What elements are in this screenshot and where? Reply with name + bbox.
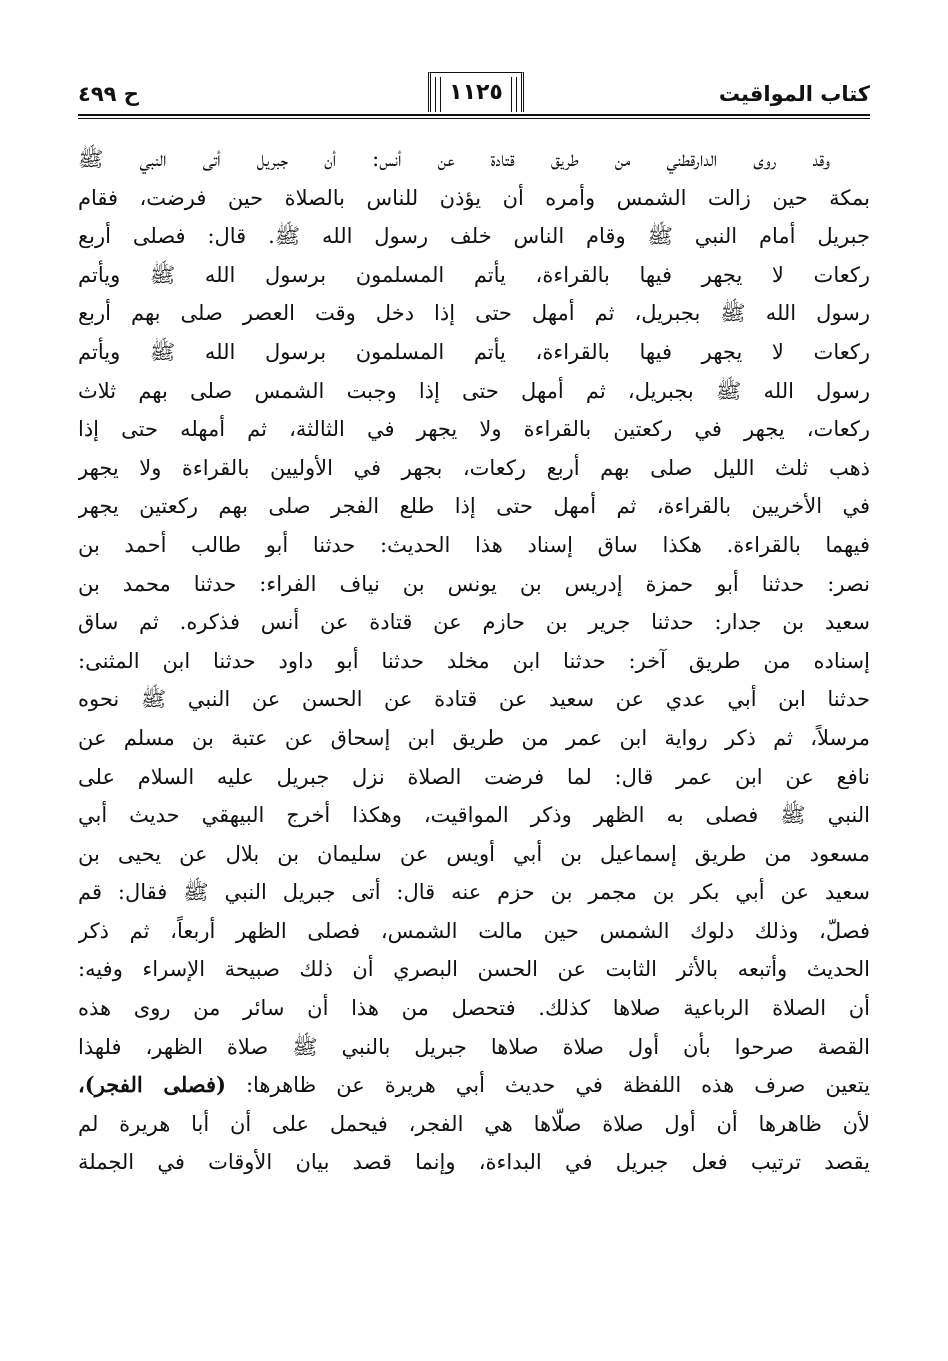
text-line: ركعات لا يجهر فيها بالقراءة، يأتم المسلمون برسول الله ﷺ ويأتم [78,262,870,287]
text-line: فصلّ، وذلك دلوك الشمس حين مالت الشمس، فصلى الظهر أربعاً، ثم ذكر [78,918,870,943]
text-line: نافع عن ابن عمر قال: لما فرضت الصلاة نزل جبريل عليه السلام على [78,764,870,789]
text-line: إسناده من طريق آخر: حدثنا ابن مخلد حدثنا أبو داود حدثنا ابن المثنى: [78,648,870,673]
text-line: ركعات لا يجهر فيها بالقراءة، يأتم المسلمون برسول الله ﷺ ويأتم [78,339,870,364]
text-line: يقصد ترتيب فعل جبريل في البداءة، وإنما قصد بيان الأوقات في الجملة [78,1150,870,1175]
hadith-reference: ح ٤٩٩ [78,82,139,106]
text-line: ركعات، يجهر في ركعتين بالقراءة ولا يجهر في الثالثة، ثم أمهله حتى إذا [78,417,870,442]
text-line: وقد روى الدارقطني من طريق قتادة عن أنس: أن جبريل أتى النبي ﷺ [78,147,830,171]
text-line: جبريل أمام النبي ﷺ وقام الناس خلف رسول الله ﷺ. قال: فصلى أربع [78,224,870,249]
text-line: مسعود من طريق إسماعيل بن أبي أويس عن سليمان بن بلال عن يحيى بن [78,841,870,866]
chapter-title: كتاب المواقيت [718,82,870,106]
body-text [78,140,870,1182]
text-line: مرسلاً، ثم ذكر رواية ابن عمر من طريق ابن إسحاق عن عتبة بن مسلم عن [78,725,870,750]
text-line: الحديث وأتبعه بالأثر الثابت عن الحسن البصري أن ذلك صبيحة الإسراء وفيه: [78,957,870,982]
page-number-frame [428,72,524,112]
page-header [78,70,870,118]
text-line: النبي ﷺ فصلى به الظهر وذكر المواقيت، وهكذا أخرج البيهقي حديث أبي [78,803,870,828]
text-line: لأن ظاهرها أن أول صلاة صلّاها هي الفجر، فيحمل على أن أبا هريرة لم [78,1111,870,1136]
text-line-with-bold [78,1066,870,1105]
text-line: نصر: حدثنا أبو حمزة إدريس بن يونس بن نياف الفراء: حدثنا محمد بن [78,571,870,596]
text-line: سعيد بن جدار: حدثنا جرير بن حازم عن قتادة عن أنس فذكره. ثم ساق [78,610,870,635]
text-line: أن الصلاة الرباعية صلاها كذلك. فتحصل من هذا أن سائر من روى هذه [78,996,870,1021]
text-line: بمكة حين زالت الشمس وأمره أن يؤذن للناس بالصلاة حين فرضت، فقام [78,185,870,210]
text-line: فيهما بالقراءة. هكذا ساق إسناد هذا الحديث: حدثنا أبو طالب أحمد بن [78,532,870,557]
bold-quote: (فصلى الفجر)، [78,1072,226,1098]
text-line: القصة صرحوا بأن أول صلاة صلاها جبريل بالنبي ﷺ صلاة الظهر، فلهذا [78,1034,870,1059]
text-line: حدثنا ابن أبي عدي عن سعيد عن قتادة عن الحسن عن النبي ﷺ نحوه [78,687,870,712]
text-line: رسول الله ﷺ بجبريل، ثم أمهل حتى إذا دخل وقت العصر صلى بهم أربع [78,301,870,326]
page-number: ١١٢٥ [449,79,503,105]
header-divider [78,114,870,119]
text-line: ذهب ثلث الليل صلى بهم أربع ركعات، بجهر في الأوليين بالقراءة ولا يجهر [78,455,870,480]
text-line: سعيد عن أبي بكر بن مجمر بن حزم عنه قال: أتى جبريل النبي ﷺ فقال: قم [78,880,870,905]
text-line: في الأخريين بالقراءة، ثم أمهل حتى إذا طلع الفجر صلى بهم ركعتين يجهر [78,494,870,519]
text-line: رسول الله ﷺ بجبريل، ثم أمهل حتى إذا وجبت الشمس صلى بهم ثلاث [78,378,870,403]
text-segment: يتعين صرف هذه اللفظة في حديث أبي هريرة عن ظاهرها: [245,1073,870,1098]
